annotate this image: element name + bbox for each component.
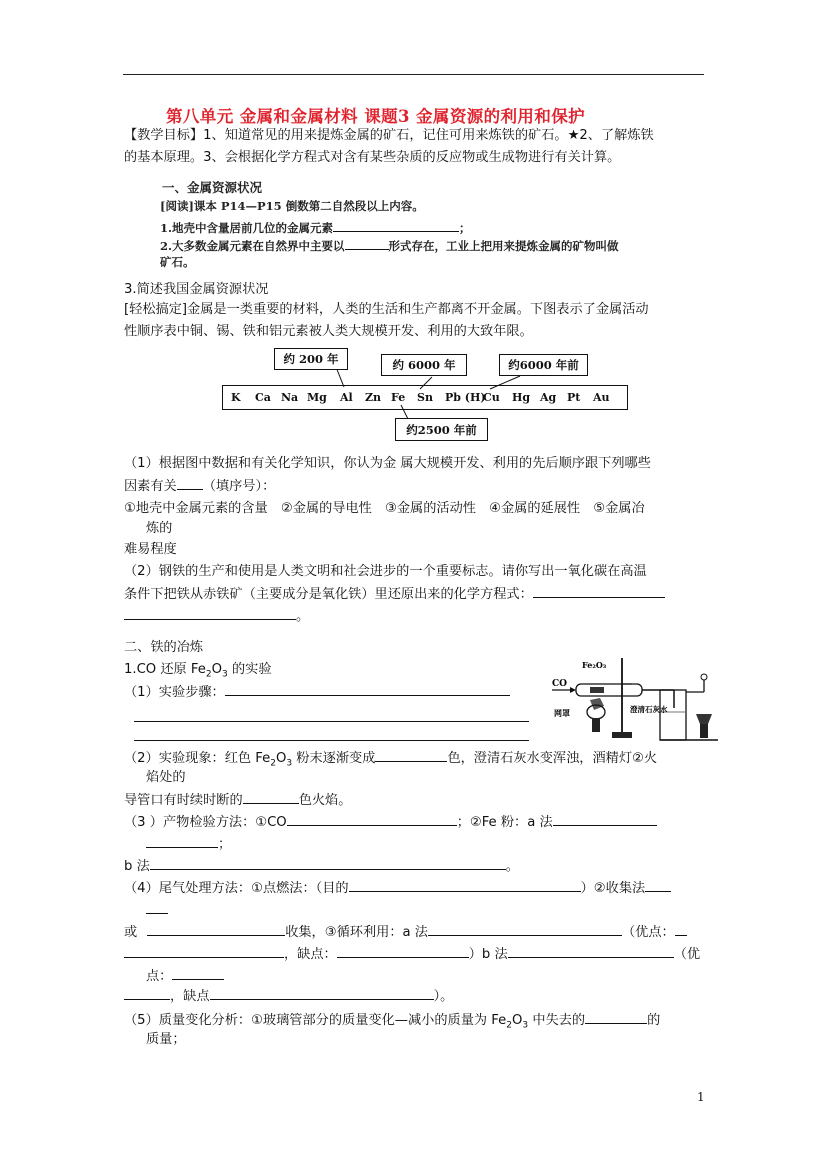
metal-symbol: Pb (H): [445, 391, 486, 404]
q1-line-2: 因素有关 （填序号）：: [124, 476, 275, 497]
objectives-line-2: 的基本原理。3、会根据化学方程式对含有某些杂质的反应物或生成物进行有关计算。: [124, 150, 621, 165]
metal-symbol: K: [231, 391, 241, 404]
apparatus-diagram: [548, 654, 724, 746]
apparatus-label-limewater: 澄清石灰水: [630, 705, 668, 714]
answer-blank[interactable]: [287, 812, 457, 826]
metal-symbol: Zn: [365, 391, 382, 404]
product-test-line-1: （3 ）产物检验方法：①CO ；②Fe 粉：a 法: [124, 812, 657, 833]
metal-symbol: Al: [340, 391, 353, 404]
metal-activity-series: [222, 385, 628, 410]
intro-line-1: [轻松搞定]金属是一类重要的材料，人类的生活和生产都离不开金属。下图表示了金属活动: [124, 302, 649, 317]
apparatus-label-fe2o3: Fe₂O₃: [582, 660, 607, 670]
observation-line-1: （2）实验现象：红色 $Fe_2O_3$ 粉末逐渐变成 色，澄清石灰水变浑浊，酒精灯②火: [124, 748, 657, 774]
apparatus-label-clamp: 网罩: [554, 708, 570, 718]
apparatus-label-co: CO: [552, 679, 568, 689]
answer-blank[interactable]: [585, 1010, 647, 1024]
answer-blank[interactable]: [147, 922, 285, 936]
section1-q2-cont: 矿石。: [160, 255, 195, 269]
answer-blank[interactable]: [553, 812, 657, 826]
metal-symbol: Ag: [540, 391, 557, 404]
exhaust-line-3: 或 收集，③循环利用：a 法 （优点：: [124, 922, 687, 943]
metal-symbol: Mg: [307, 391, 327, 404]
answer-blank[interactable]: [124, 944, 284, 958]
answer-line[interactable]: [134, 721, 529, 722]
year-box-tin: 约 6000 年: [381, 354, 467, 376]
answer-blank[interactable]: [172, 966, 224, 980]
mass-change-line-1: （5）质量变化分析：①玻璃管部分的质量变化—减小的质量为 $Fe_2O_3$ 中失去的 的: [124, 1010, 660, 1036]
section1-q3: 3.简述我国金属资源状况: [124, 282, 269, 297]
answer-blank[interactable]: [337, 944, 469, 958]
metal-symbol: Na: [281, 391, 299, 404]
observation-line-3: 导管口有时续时断的 色火焰。: [124, 790, 351, 811]
q1-options-end: 难易程度: [124, 542, 177, 557]
year-box-aluminium: 约 200 年: [274, 348, 348, 370]
q2-line-3: 。: [124, 606, 309, 627]
q1-line-1: （1）根据图中数据和有关化学知识，你认为金 属大规模开发、利用的先后顺序跟下列哪些: [124, 456, 651, 471]
metal-symbol: Cu: [483, 391, 500, 404]
answer-blank[interactable]: [675, 922, 687, 936]
metal-symbol: Ca: [255, 391, 271, 404]
section1-q2: 2.大多数金属元素在自然界中主要以 形式存在，工业上把用来提炼金属的矿物叫做: [160, 236, 619, 254]
answer-blank[interactable]: [225, 682, 510, 696]
q1-options-cont: 炼的: [146, 521, 173, 536]
metal-symbol: Au: [593, 391, 610, 404]
answer-blank[interactable]: [146, 834, 218, 848]
exhaust-line-5: 点：: [146, 966, 224, 987]
answer-blank[interactable]: [177, 476, 203, 490]
year-box-copper: 约6000 年前: [499, 354, 588, 376]
exhaust-line-6: ，缺点 ）。: [124, 986, 453, 1007]
product-test-line-2: ；: [146, 834, 231, 855]
section1-heading: 一、金属资源状况: [162, 180, 263, 195]
page-number: 1: [697, 1090, 705, 1104]
section1-read: [阅读]课本 P14—P15 倒数第二自然段以上内容。: [160, 199, 424, 213]
q2-line-1: （2）钢铁的生产和使用是人类文明和社会进步的一个重要标志。请你写出一氧化碳在高温: [124, 564, 647, 579]
section1-q1: 1.地壳中含量居前几位的金属元素 ；: [160, 218, 471, 236]
answer-blank[interactable]: [210, 986, 434, 1000]
diagram-pointer-lines: [0, 0, 827, 450]
metal-symbol: Fe: [391, 391, 406, 404]
metal-symbol: Sn: [417, 391, 433, 404]
exhaust-line-2: [146, 900, 168, 921]
answer-blank[interactable]: [124, 986, 170, 1000]
product-test-line-3: b 法 。: [124, 856, 519, 877]
steps-line: （1）实验步骤：: [124, 682, 510, 703]
metal-symbol: Hg: [512, 391, 531, 404]
exhaust-line-4: ，缺点： ）b 法 （优: [124, 944, 700, 965]
answer-blank[interactable]: [349, 878, 581, 892]
experiment-title: 1.CO 还原 $Fe_2O_3$ 的实验: [124, 662, 272, 680]
section2-heading: 二、铁的冶炼: [124, 640, 204, 655]
answer-blank[interactable]: [124, 606, 296, 620]
answer-blank[interactable]: [375, 748, 447, 762]
answer-blank[interactable]: [243, 790, 299, 804]
q1-options: ①地壳中金属元素的含量 ②金属的导电性 ③金属的活动性 ④金属的延展性 ⑤金属冶: [124, 501, 645, 516]
answer-blank[interactable]: [146, 900, 168, 914]
answer-blank[interactable]: [150, 856, 506, 870]
answer-blank[interactable]: [508, 944, 674, 958]
intro-line-2: 性顺序表中铜、锡、铁和铝元素被人类大规模开发、利用的大致年限。: [124, 324, 533, 339]
page-title: 第八单元 金属和金属材料 课题3 金属资源的利用和保护: [166, 107, 586, 126]
answer-blank[interactable]: [533, 584, 665, 598]
answer-blank[interactable]: [428, 922, 622, 936]
exhaust-line-1: （4）尾气处理方法：①点燃法：（目的 ）②收集法: [124, 878, 671, 899]
objectives-line-1: 【教学目标】1、知道常见的用来提炼金属的矿石，记住可用来炼铁的矿石。★2、了解炼铁: [124, 128, 654, 143]
answer-line[interactable]: [134, 740, 529, 741]
metal-symbol: Pt: [567, 391, 581, 404]
observation-line-2: 焰处的: [146, 770, 186, 785]
answer-blank[interactable]: [645, 878, 671, 892]
year-box-iron: 约2500 年前: [395, 418, 488, 441]
q2-line-2: 条件下把铁从赤铁矿（主要成分是氧化铁）里还原出来的化学方程式：: [124, 584, 665, 605]
mass-change-line-2: 质量；: [146, 1032, 186, 1047]
